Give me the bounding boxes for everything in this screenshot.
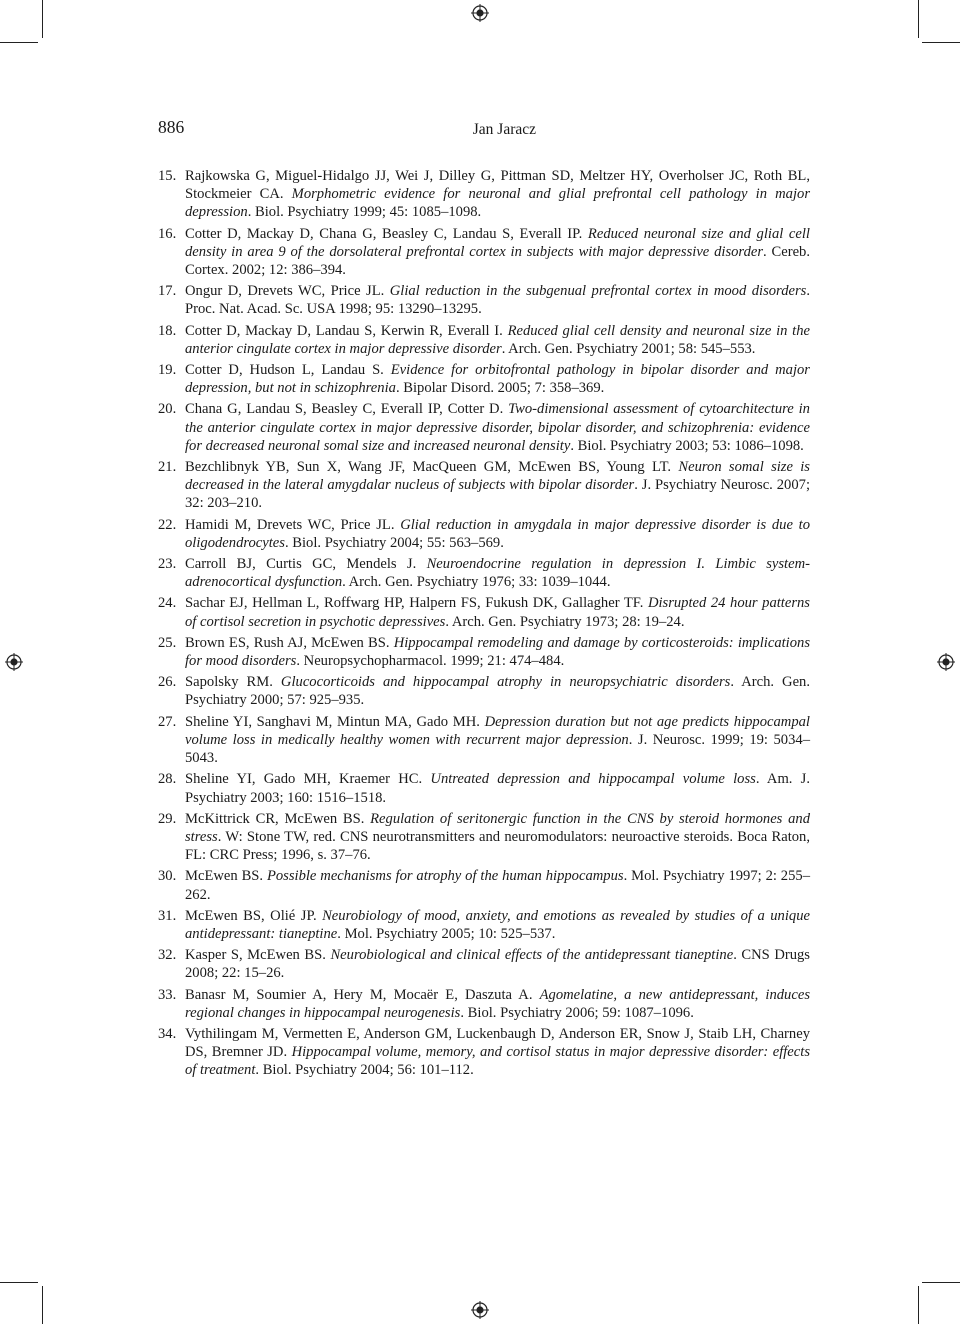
running-head: Jan Jaracz xyxy=(472,121,536,138)
reference-authors: Cotter D, Mackay D, Chana G, Beasley C, Landau S, Everall IP. xyxy=(185,225,588,242)
reference-source: . Biol. Psychiatry 2004; 55: 563–569. xyxy=(284,534,504,551)
reference-item xyxy=(158,400,810,455)
reference-item xyxy=(158,634,810,670)
reference-title: Glial reduction in the subgenual prefrontal cortex in mood disorders xyxy=(389,283,807,300)
reference-number: 27. xyxy=(158,713,177,730)
reference-number: 15. xyxy=(158,168,177,184)
reference-authors: Sapolsky RM. xyxy=(185,674,281,691)
reference-item xyxy=(158,907,810,943)
reference-authors: Chana G, Landau S, Beasley C, Everall IP, Cotter D. xyxy=(185,401,509,418)
crop-mark xyxy=(922,1282,960,1283)
reference-title: Disrupted 24 hour patterns of cortisol secretion in psychotic depressives xyxy=(185,595,810,630)
reference-source: . Proc. Nat. Acad. Sc. USA 1998; 95: 13290–13295. xyxy=(185,283,810,318)
reference-authors: Vythilingam M, Vermetten E, Anderson GM, Luckenbaugh D, Anderson ER, Snow J, Staib LH, Charney DS, Bremner JD. xyxy=(185,1025,810,1061)
reference-title: Neuroendocrine regulation in depression I. Limbic system-adrenocortical dysfunction xyxy=(185,556,810,591)
reference-number: 23. xyxy=(158,556,177,573)
reference-source: . Biol. Psychiatry 2004; 56: 101–112. xyxy=(255,1062,474,1079)
reference-number: 30. xyxy=(158,868,177,885)
reference-number: 26. xyxy=(158,674,177,691)
reference-authors: Kasper S, McEwen BS. xyxy=(185,947,331,964)
reference-source: . Bipolar Disord. 2005; 7: 358–369. xyxy=(395,380,605,397)
reference-title: Regulation of seritonergic function in the CNS by steroid hormones and stress xyxy=(185,810,810,845)
reference-authors: Sachar EJ, Hellman L, Roffwarg HP, Halpern FS, Fukush DK, Gallagher TF. xyxy=(185,595,648,612)
reference-source: . Biol. Psychiatry 2006; 59: 1087–1096. xyxy=(460,1004,694,1021)
reference-authors: Carroll BJ, Curtis GC, Mendels J. xyxy=(185,556,427,573)
reference-title: Untreated depression and hippocampal volume loss xyxy=(430,771,756,788)
reference-source: . Neuropsychopharmacol. 1999; 21: 474–484. xyxy=(296,653,565,670)
reference-authors: Ongur D, Drevets WC, Price JL. xyxy=(185,283,390,300)
reference-item xyxy=(158,713,810,768)
page-number: 886 xyxy=(158,117,185,137)
reference-number: 16. xyxy=(158,225,177,242)
page-header xyxy=(158,112,536,146)
reference-number: 31. xyxy=(158,907,177,924)
reference-number: 28. xyxy=(158,771,177,788)
reference-source: . Arch. Gen. Psychiatry 1976; 33: 1039–1044. xyxy=(342,574,611,591)
reference-item xyxy=(158,810,810,865)
reference-item xyxy=(158,1025,810,1080)
reference-title: Two-dimensional assessment of cytoarchitecture in the anterior cingulate cortex in major depressive disorder, bipolar disorder, and schizophrenia: evidence for decreased neuronal somal size and increased neuronal density xyxy=(185,401,810,454)
reference-title: Agomelatine, a new antidepressant, induces regional changes in hippocampal neurogenesis xyxy=(185,986,810,1021)
reference-authors: Cotter D, Mackay D, Landau S, Kerwin R, Everall I. xyxy=(185,322,508,339)
reference-item xyxy=(158,516,810,552)
reference-title: Neurobiological and clinical effects of the antidepressant tianeptine xyxy=(330,947,734,964)
reference-source: . Mol. Psychiatry 1997; 2: 255–262. xyxy=(185,868,810,903)
crop-mark xyxy=(0,1282,38,1283)
reference-item xyxy=(158,867,810,903)
reference-number: 22. xyxy=(158,516,177,533)
crop-mark xyxy=(42,1286,43,1324)
reference-source: . J. Neurosc. 1999; 19: 5034–5043. xyxy=(185,731,810,767)
reference-number: 33. xyxy=(158,986,177,1003)
reference-title: Depression duration but not age predicts hippocampal volume loss in medically healthy women with recurrent major depression xyxy=(185,713,810,748)
reference-authors: McKittrick CR, McEwen BS. xyxy=(185,810,371,827)
reference-number: 34. xyxy=(158,1025,177,1042)
reference-number: 20. xyxy=(158,401,177,418)
reference-authors: McEwen BS, Olié JP. xyxy=(185,907,323,924)
crop-mark xyxy=(0,42,38,43)
reference-item xyxy=(158,946,810,982)
reference-title: Hippocampal remodeling and damage by corticosteroids: implications for mood disorders xyxy=(185,634,810,670)
reference-authors: Bezchlibnyk YB, Sun X, Wang JF, MacQueen GM, McEwen BS, Young LT. xyxy=(185,459,679,476)
reference-number: 19. xyxy=(158,362,177,379)
reference-item xyxy=(158,322,810,358)
reference-title: Possible mechanisms for atrophy of the human hippocampus xyxy=(266,868,624,885)
crop-mark xyxy=(918,1286,919,1324)
reference-title: Glial reduction in amygdala in major depressive disorder is due to oligodendrocytes xyxy=(185,516,810,551)
reference-title: Evidence for orbitofrontal pathology in bipolar disorder and major depression, but not in schizophrenia xyxy=(185,362,810,397)
reference-item xyxy=(158,167,810,222)
reference-authors: McEwen BS. xyxy=(185,868,267,885)
reference-authors: Hamidi M, Drevets WC, Price JL. xyxy=(185,516,401,533)
reference-title: Neurobiology of mood, anxiety, and emotions as revealed by studies of a unique antidepressant: tianeptine xyxy=(185,907,810,942)
reference-item xyxy=(158,673,810,709)
reference-item xyxy=(158,282,810,318)
reference-source: . Biol. Psychiatry 2003; 53: 1086–1098. xyxy=(570,437,804,454)
reference-source: . Mol. Psychiatry 2005; 10: 525–537. xyxy=(337,925,556,942)
reference-item xyxy=(158,986,810,1022)
reference-authors: Rajkowska G, Miguel-Hidalgo JJ, Wei J, Dilley G, Pittman SD, Meltzer HY, Overholser JC, Roth BL, Stockmeier CA. xyxy=(185,168,810,203)
reference-item xyxy=(158,458,810,513)
reference-number: 25. xyxy=(158,634,177,651)
crop-mark xyxy=(922,42,960,43)
reference-number: 32. xyxy=(158,947,177,964)
reference-item xyxy=(158,361,810,397)
reference-title: Neuron somal size is decreased in the lateral amygdalar nucleus of subjects with bipolar disorder xyxy=(185,459,810,494)
reference-authors: Brown ES, Rush AJ, McEwen BS. xyxy=(185,634,394,651)
registration-mark-icon xyxy=(471,1301,489,1319)
reference-source: . Am. J. Psychiatry 2003; 160: 1516–1518. xyxy=(185,771,810,806)
reference-item xyxy=(158,770,810,806)
reference-title: Reduced glial cell density and neuronal size in the anterior cingulate cortex in major depressive disorder xyxy=(185,322,810,357)
reference-number: 29. xyxy=(158,810,177,827)
reference-source: . W: Stone TW, red. CNS neurotransmitters and neuromodulators: neuroactive steroids. Boca Raton, FL: CRC Press; 1996, s. 37–76. xyxy=(185,828,810,864)
reference-title: Glucocorticoids and hippocampal atrophy in neuropsychiatric disorders xyxy=(280,674,731,691)
reference-title: Morphometric evidence for neuronal and glial prefrontal cell pathology in major depression xyxy=(185,186,810,221)
reference-item xyxy=(158,225,810,280)
reference-source: . Biol. Psychiatry 1999; 45: 1085–1098. xyxy=(247,204,482,221)
reference-source: . CNS Drugs 2008; 22: 15–26. xyxy=(185,947,810,982)
reference-authors: Banasr M, Soumier A, Hery M, Mocaër E, Daszuta A. xyxy=(185,986,540,1003)
reference-number: 17. xyxy=(158,283,177,300)
crop-mark xyxy=(918,0,919,38)
reference-source: . Arch. Gen. Psychiatry 1973; 28: 19–24. xyxy=(445,613,685,630)
reference-number: 18. xyxy=(158,322,177,339)
reference-source: . Cereb. Cortex. 2002; 12: 386–394. xyxy=(185,243,811,279)
reference-authors: Cotter D, Hudson L, Landau S. xyxy=(185,362,391,379)
registration-mark-icon xyxy=(5,653,23,671)
reference-title: Hippocampal volume, memory, and cortisol status in major depressive disorder: effects of treatment xyxy=(185,1044,810,1079)
registration-mark-icon xyxy=(471,4,489,22)
reference-item xyxy=(158,555,810,591)
reference-number: 24. xyxy=(158,595,177,612)
reference-authors: Sheline YI, Gado MH, Kraemer HC. xyxy=(185,771,431,788)
reference-authors: Sheline YI, Sanghavi M, Mintun MA, Gado MH. xyxy=(185,713,485,730)
reference-source: . J. Psychiatry Neurosc. 2007; 32: 203–210. xyxy=(185,477,810,512)
reference-title: Reduced neuronal size and glial cell density in area 9 of the dorsolateral prefrontal cortex in subjects with major depressive disorder xyxy=(185,225,810,260)
reference-list xyxy=(158,167,810,1083)
reference-number: 21. xyxy=(158,459,177,476)
reference-source: . Arch. Gen. Psychiatry 2001; 58: 545–553. xyxy=(501,340,756,357)
registration-mark-icon xyxy=(937,653,955,671)
reference-source: . Arch. Gen. Psychiatry 2000; 57: 925–935. xyxy=(185,674,810,709)
reference-item xyxy=(158,594,810,630)
crop-mark xyxy=(42,0,43,38)
